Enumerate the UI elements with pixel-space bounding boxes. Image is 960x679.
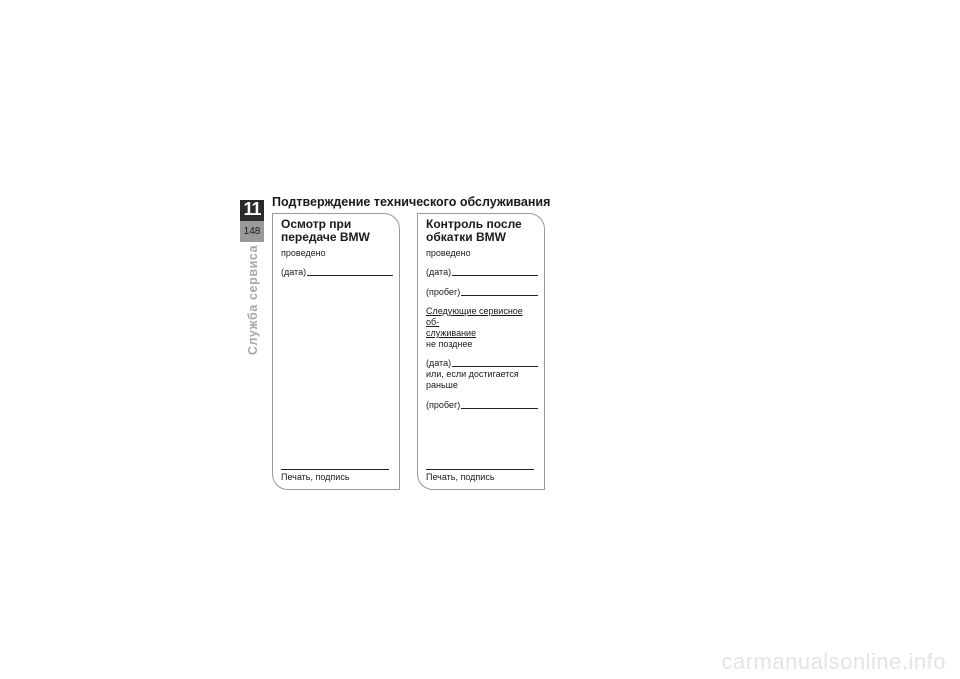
section-side-title: Служба сервиса [246,244,260,356]
or-if-text: или, если достигается [426,369,519,379]
done-text: проведено [426,248,471,258]
handover-inspection-card [272,213,400,490]
next-service-line2: служивание [426,328,477,338]
mileage-label: (пробег) [426,287,461,297]
page-number: 148 [243,226,261,237]
chapter-number: 11 [243,199,261,219]
signature-area[interactable] [281,469,389,483]
page-title: Подтверждение технического обслуживания [272,195,551,209]
done-text: проведено [281,248,326,258]
mileage-rule [461,295,538,296]
date-label: (дата) [426,267,452,277]
break-in-check-card [417,213,545,490]
card-heading: Осмотр при передаче BMW [281,217,370,244]
signature-rule [426,469,534,470]
card-heading: Контроль после обкатки BMW [426,217,522,244]
signature-rule [281,469,389,470]
signature-area[interactable] [426,469,534,483]
date-field[interactable] [426,267,538,278]
mileage-field[interactable] [426,287,538,298]
mileage-rule-2 [461,408,538,409]
not-later-text: не позднее [426,339,473,349]
signature-label: Печать, подпись [281,472,350,482]
signature-label: Печать, подпись [426,472,495,482]
earlier-text: раньше [426,380,458,390]
date-field-2[interactable] [426,358,538,369]
next-service-line1: Следующие сервисное об- [426,306,523,327]
date-rule-2 [452,366,538,367]
mileage-field-2[interactable] [426,400,538,411]
date-field[interactable] [281,267,393,278]
date-rule [307,275,393,276]
date-label: (дата) [281,267,307,277]
watermark: carmanualsonline.info [721,649,946,674]
date-rule [452,275,538,276]
mileage-label-2: (пробег) [426,400,461,410]
date-label-2: (дата) [426,358,452,368]
